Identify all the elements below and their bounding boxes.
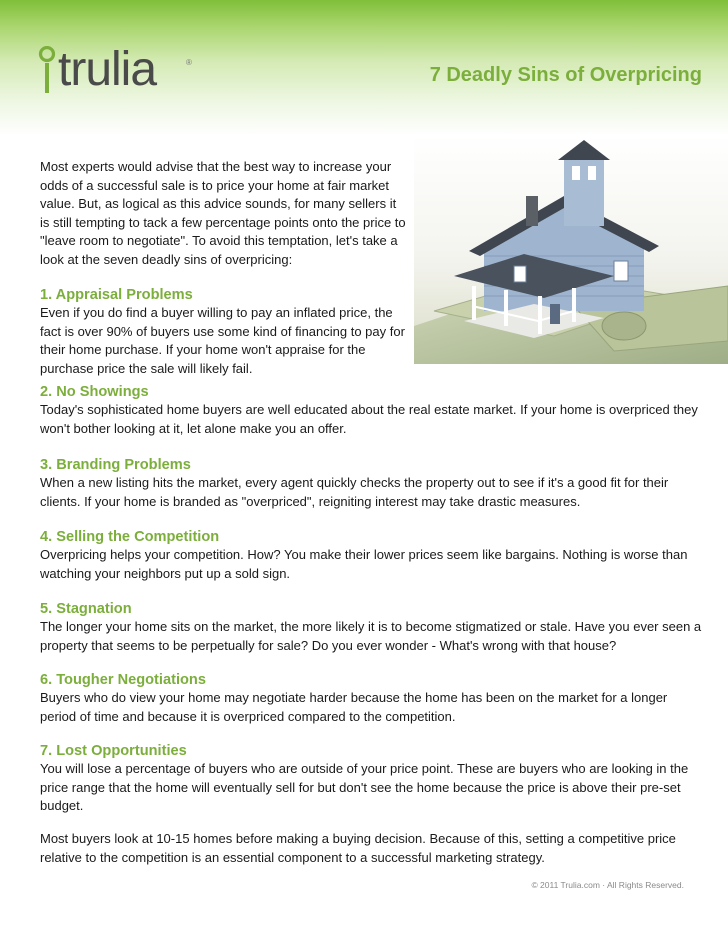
section-stagnation (40, 600, 706, 655)
section-body: Today's sophisticated home buyers are well educated about the real estate market. If your home is overpriced they won't bother looking at it, let alone make you an offer. (40, 402, 698, 436)
section-heading: 7. Lost Opportunities (40, 743, 187, 759)
intro-paragraph: Most experts would advise that the best way to increase your odds of a successful sale is to price your home at fair market value. But, as logical as this advice sounds, for many sellers it is still tempting to tack a few percentage points onto the price to "leave room to negotiate". To avoid this temptation, let's take a look at the seven deadly sins of overpricing: (40, 159, 406, 267)
section-heading: 5. Stagnation (40, 601, 132, 617)
trulia-logo (38, 42, 208, 102)
section-tougher-negotiations (40, 671, 700, 726)
section-heading: 4. Selling the Competition (40, 529, 220, 545)
section-body: Buyers who do view your home may negotiate harder because the home has been on the market for a longer period of time and because it is overpriced compared to the competition. (40, 690, 668, 724)
section-branding-problems (40, 456, 700, 511)
section-body: You will lose a percentage of buyers who are outside of your price point. These are buyers who are looking in the price range that the home will eventually sell for but don't see the home because the price is above their pre-set budget. (40, 761, 689, 813)
map-pin-icon (38, 46, 56, 94)
section-body: Even if you do find a buyer willing to pay an inflated price, the fact is over 90% of buyers use some kind of financing to pay for their home purchase. If your home won't appraise for the purchase price the sale will likely fail. (40, 305, 405, 376)
registered-mark: ® (186, 58, 192, 67)
document-title: 7 Deadly Sins of Overpricing (429, 64, 702, 86)
section-no-showings (40, 383, 700, 438)
section-appraisal-problems (40, 286, 410, 378)
copyright-footer: © 2011 Trulia.com · All Rights Reserved. (531, 880, 684, 890)
section-body: The longer your home sits on the market, the more likely it is to become stigmatized or stale. Have you ever seen a property that seems to be perpetually for sale? Do you ever wonder - What's wrong with that house? (40, 619, 702, 653)
section-selling-the-competition (40, 528, 700, 583)
house-on-money-photo (414, 136, 728, 364)
section-lost-opportunities (40, 742, 700, 816)
section-heading: 3. Branding Problems (40, 457, 191, 473)
section-body: When a new listing hits the market, every agent quickly checks the property out to see if it's a good fit for their clients. If your home is branded as "overpriced", reigniting interest may take drastic measures. (40, 475, 669, 509)
section-heading: 2. No Showings (40, 384, 149, 400)
section-body: Overpricing helps your competition. How? You make their lower prices seem like bargains. Nothing is worse than watching your neighbors put up a sold sign. (40, 547, 688, 581)
section-heading: 1. Appraisal Problems (40, 287, 193, 303)
section-heading: 6. Tougher Negotiations (40, 672, 206, 688)
logo-wordmark: trulia (58, 43, 157, 96)
closing-paragraph: Most buyers look at 10-15 homes before making a buying decision. Because of this, setting a competitive price relative to the competition is an essential component to a successful marketing strategy. (40, 831, 676, 865)
